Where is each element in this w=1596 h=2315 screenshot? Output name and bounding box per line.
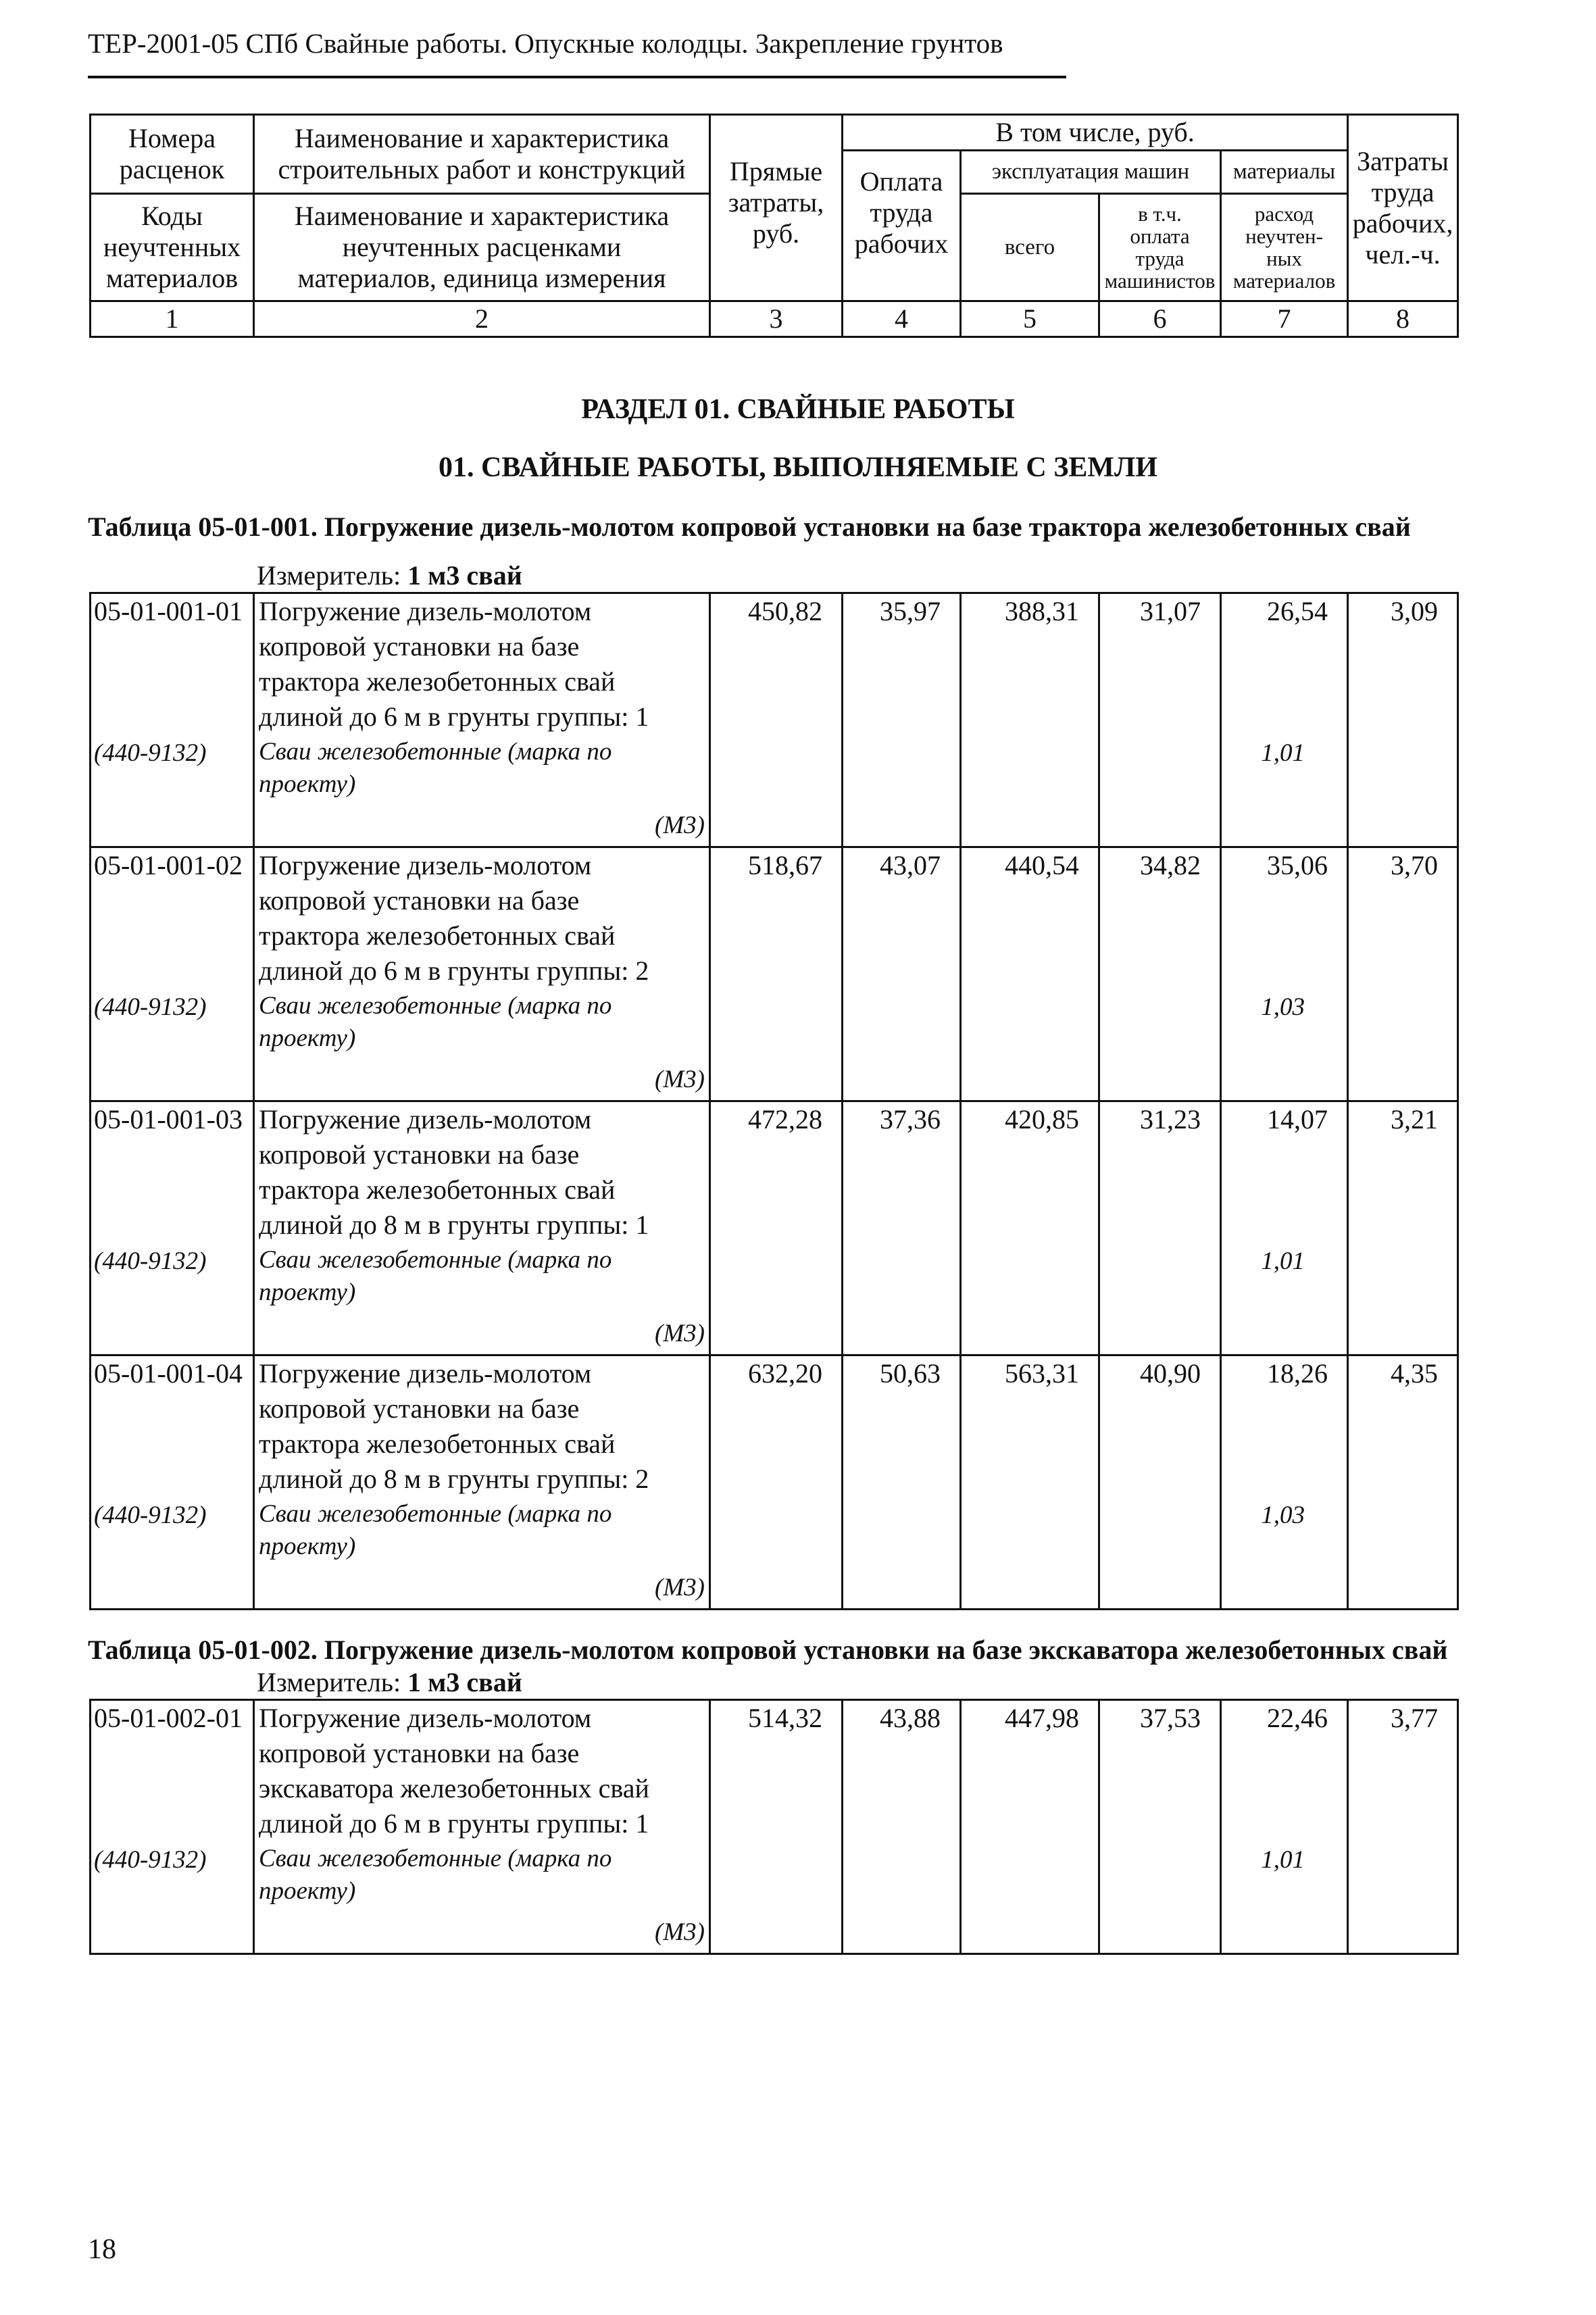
machines-cost: 420,85 (961, 1101, 1099, 1355)
direct-cost: 472,28 (710, 1101, 843, 1355)
resource-quantity: 1,01 (1261, 1846, 1305, 1874)
direct-cost: 518,67 (710, 847, 843, 1101)
measure-line (257, 1666, 522, 1698)
table-caption: Таблица 05-01-002. Погружение дизель-молотом копровой установки на базе экскаватора железобетонных свай (88, 1635, 1448, 1665)
labor-hours: 4,35 (1348, 1355, 1458, 1610)
description-line: экскаватора железобетонных свай (259, 1773, 649, 1803)
description-line: копровой установки на базе (259, 1393, 580, 1424)
col-number: 3 (710, 301, 843, 337)
table-caption: Таблица 05-01-001. Погружение дизель-молотом копровой установки на базе трактора железобетонных свай (88, 512, 1411, 542)
description-line: трактора железобетонных свай (259, 1428, 616, 1459)
materials-cost: 26,54 (1267, 596, 1328, 626)
resource-unit: (М3) (655, 1320, 705, 1347)
description-line: копровой установки на базе (259, 1738, 580, 1768)
resource-code: (440-9132) (94, 993, 207, 1021)
description-line: копровой установки на базе (259, 885, 580, 916)
resource-code: (440-9132) (94, 739, 207, 767)
header-group-title: В том числе, руб. (843, 115, 1348, 151)
rate-row (91, 593, 1458, 847)
rate-code: 05-01-002-01 (94, 1703, 243, 1733)
labor-hours: 3,09 (1348, 593, 1458, 847)
rate-description-cell (254, 1700, 710, 1954)
operators-cost: 34,82 (1099, 847, 1221, 1101)
col-number: 2 (254, 301, 710, 337)
header-col7: расход неучтен- ных материалов (1221, 194, 1348, 301)
rate-code: 05-01-001-01 (94, 596, 243, 626)
header-col1-top: Номера расценок (91, 115, 254, 194)
section-subtitle: 01. СВАЙНЫЕ РАБОТЫ, ВЫПОЛНЯЕМЫЕ С ЗЕМЛИ (439, 452, 1157, 483)
section-title: РАЗДЕЛ 01. СВАЙНЫЕ РАБОТЫ (581, 394, 1015, 425)
labor-hours: 3,21 (1348, 1101, 1458, 1355)
materials-cost: 35,06 (1267, 850, 1328, 880)
col-number: 6 (1099, 301, 1221, 337)
running-head: ТЕР-2001-05 СПб Свайные работы. Опускные колодцы. Закрепление грунтов (88, 28, 1003, 59)
machines-cost: 388,31 (961, 593, 1099, 847)
machines-cost: 447,98 (961, 1700, 1099, 1954)
description-line: трактора железобетонных свай (259, 920, 616, 951)
resource-name: Сваи железобетонные (марка по проекту) (259, 1845, 612, 1905)
col-number: 8 (1348, 301, 1458, 337)
measure-label: Измеритель: (257, 560, 408, 591)
description-line: копровой установки на базе (259, 631, 580, 662)
materials-cell (1221, 1355, 1348, 1610)
direct-cost: 514,32 (710, 1700, 843, 1954)
description-line: Погружение дизель-молотом (259, 596, 592, 626)
col-number: 5 (961, 301, 1099, 337)
header-col5: всего (961, 194, 1099, 301)
rate-code-cell (91, 1355, 254, 1610)
rate-row (91, 847, 1458, 1101)
rate-code-cell (91, 847, 254, 1101)
rate-row (91, 1355, 1458, 1610)
resource-unit: (М3) (655, 1574, 705, 1601)
rate-code: 05-01-001-04 (94, 1358, 243, 1389)
description-line: длиной до 6 м в грунты группы: 1 (259, 701, 649, 732)
resource-quantity: 1,03 (1261, 993, 1305, 1021)
labor-cost: 37,36 (843, 1101, 961, 1355)
direct-cost: 450,82 (710, 593, 843, 847)
rates-table-1 (89, 592, 1459, 1610)
resource-quantity: 1,03 (1261, 1501, 1305, 1529)
labor-cost: 35,97 (843, 593, 961, 847)
description-line: трактора железобетонных свай (259, 1174, 616, 1205)
header-col1-bottom: Коды неучтенных материалов (91, 194, 254, 301)
materials-cell (1221, 1101, 1348, 1355)
description-line: длиной до 8 м в грунты группы: 1 (259, 1210, 649, 1240)
materials-cost: 22,46 (1267, 1703, 1328, 1733)
direct-cost: 632,20 (710, 1355, 843, 1610)
measure-value: 1 м3 свай (407, 1667, 522, 1697)
labor-cost: 43,07 (843, 847, 961, 1101)
rate-code-cell (91, 1700, 254, 1954)
materials-cost: 14,07 (1267, 1104, 1328, 1135)
column-header-table (89, 114, 1459, 338)
materials-cell (1221, 593, 1348, 847)
rate-code-cell (91, 1101, 254, 1355)
header-rule (88, 76, 1066, 78)
rate-code: 05-01-001-02 (94, 850, 243, 880)
description-line: копровой установки на базе (259, 1139, 580, 1170)
resource-name: Сваи железобетонные (марка по проекту) (259, 1246, 612, 1306)
measure-line (257, 559, 522, 591)
resource-unit: (М3) (655, 1066, 705, 1093)
resource-name: Сваи железобетонные (марка по проекту) (259, 738, 612, 798)
description-line: длиной до 6 м в грунты группы: 1 (259, 1808, 649, 1839)
header-col4: Оплата труда рабочих (843, 151, 961, 301)
resource-quantity: 1,01 (1261, 739, 1305, 767)
rate-description-cell (254, 1101, 710, 1355)
operators-cost: 31,23 (1099, 1101, 1221, 1355)
resource-code: (440-9132) (94, 1247, 207, 1275)
measure-label: Измеритель: (257, 1667, 408, 1697)
description-line: длиной до 6 м в грунты группы: 2 (259, 955, 649, 986)
materials-cell (1221, 1700, 1348, 1954)
machines-cost: 563,31 (961, 1355, 1099, 1610)
measure-value: 1 м3 свай (407, 560, 522, 591)
resource-quantity: 1,01 (1261, 1247, 1305, 1275)
rate-description-cell (254, 593, 710, 847)
page-number: 18 (88, 2234, 116, 2265)
machines-cost: 440,54 (961, 847, 1099, 1101)
column-number-row (91, 301, 1458, 337)
operators-cost: 40,90 (1099, 1355, 1221, 1610)
operators-cost: 31,07 (1099, 593, 1221, 847)
header-machines: эксплуатация машин (961, 151, 1221, 194)
materials-cost: 18,26 (1267, 1358, 1328, 1389)
description-line: трактора железобетонных свай (259, 666, 616, 697)
description-line: Погружение дизель-молотом (259, 1104, 592, 1135)
description-line: Погружение дизель-молотом (259, 1358, 592, 1389)
header-col6: в т.ч. оплата труда машинистов (1099, 194, 1221, 301)
resource-name: Сваи железобетонные (марка по проекту) (259, 992, 612, 1052)
rate-code-cell (91, 593, 254, 847)
labor-hours: 3,77 (1348, 1700, 1458, 1954)
rate-row (91, 1700, 1458, 1954)
labor-cost: 43,88 (843, 1700, 961, 1954)
labor-hours: 3,70 (1348, 847, 1458, 1101)
resource-code: (440-9132) (94, 1501, 207, 1529)
col-number: 4 (843, 301, 961, 337)
operators-cost: 37,53 (1099, 1700, 1221, 1954)
description-line: Погружение дизель-молотом (259, 850, 592, 880)
header-col3: Прямые затраты, руб. (710, 115, 843, 301)
resource-name: Сваи железобетонные (марка по проекту) (259, 1500, 612, 1560)
resource-unit: (М3) (655, 1918, 705, 1946)
rate-row (91, 1101, 1458, 1355)
resource-unit: (М3) (655, 812, 705, 839)
description-line: Погружение дизель-молотом (259, 1703, 592, 1733)
header-col2-bottom: Наименование и характеристика неучтенных расценками материалов, единица измерения (254, 194, 710, 301)
header-col2-top: Наименование и характеристика строительных работ и конструкций (254, 115, 710, 194)
header-col8: Затраты труда рабочих, чел.-ч. (1348, 115, 1458, 301)
description-line: длиной до 8 м в грунты группы: 2 (259, 1464, 649, 1494)
col-number: 7 (1221, 301, 1348, 337)
rate-code: 05-01-001-03 (94, 1104, 243, 1135)
col-number: 1 (91, 301, 254, 337)
resource-code: (440-9132) (94, 1846, 207, 1874)
materials-cell (1221, 847, 1348, 1101)
labor-cost: 50,63 (843, 1355, 961, 1610)
rate-description-cell (254, 847, 710, 1101)
rates-table-2 (89, 1699, 1459, 1955)
header-materials: материалы (1221, 151, 1348, 194)
rate-description-cell (254, 1355, 710, 1610)
